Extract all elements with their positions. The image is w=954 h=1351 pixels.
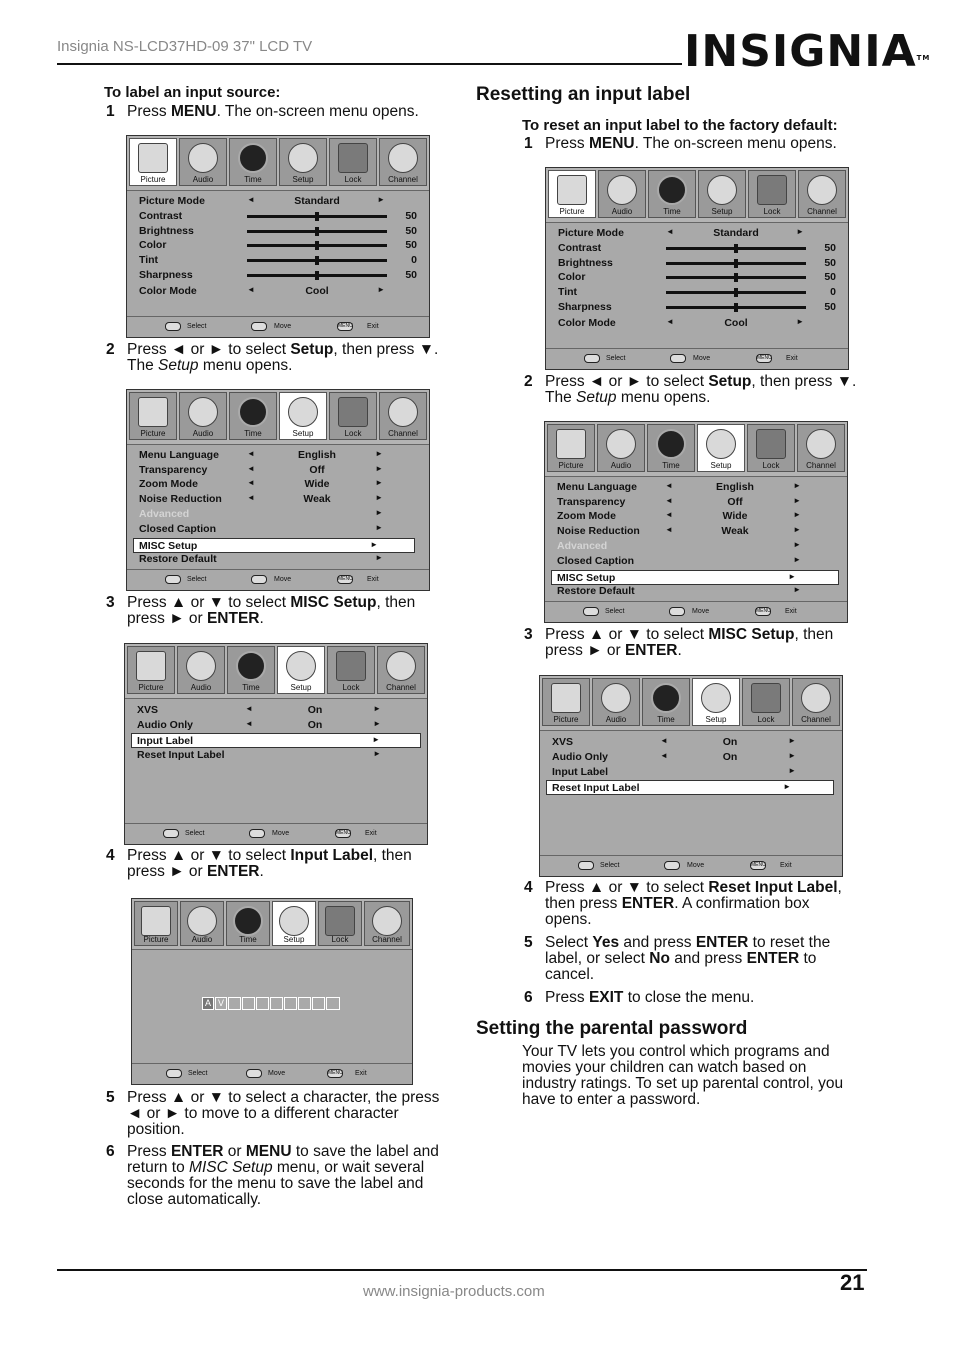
parental-paragraph: Your TV lets you control which programs and movies your children can watch based on industry ratings. To set up parental control, you have to enter a password. — [522, 1043, 844, 1108]
menu-screen-input-label — [131, 898, 413, 1085]
menu-screen-picture-right — [545, 167, 849, 370]
row-brightness[interactable]: Brightness 50 — [139, 225, 417, 237]
tab-audio[interactable]: Audio — [179, 138, 227, 186]
satellite-icon — [801, 683, 831, 713]
tab-channel[interactable]: Channel — [797, 424, 845, 472]
right-step-2: 2 Press ◄ or ► to select Setup, then press ▼. The Setup menu opens. — [524, 373, 857, 406]
right-step-4: 4 Press ▲ or ▼ to select Reset Input Label, then press ENTER. A confirmation box opens. — [524, 879, 842, 928]
row-input-label[interactable]: Input Label ► — [131, 733, 421, 748]
left-step-4: 4 Press ▲ or ▼ to select Input Label, then press ► or ENTER. — [106, 847, 412, 880]
label-char-box[interactable]: A — [202, 997, 214, 1010]
row-noise-reduction[interactable]: Noise Reduction ◄ Weak ► — [557, 525, 801, 537]
left-step-5: 5 Press ▲ or ▼ to select a character, the press ◄ or ► to move to a different character position. — [106, 1089, 440, 1138]
row-transparency[interactable]: Transparency ◄ Off ► — [139, 464, 383, 476]
right-subhead: To reset an input label to the factory default: — [522, 117, 838, 134]
tab-time[interactable]: Time — [642, 678, 690, 726]
menu-screen-misc-left — [124, 643, 428, 845]
tab-lock[interactable]: Lock — [329, 392, 377, 440]
tab-time[interactable]: Time — [227, 646, 275, 694]
row-closed-caption[interactable]: Closed Caption ► — [139, 523, 383, 535]
tab-lock[interactable]: Lock — [742, 678, 790, 726]
gear-icon — [279, 906, 309, 936]
left-step-3: 3 Press ▲ or ▼ to select MISC Setup, then press ► or ENTER. — [106, 594, 416, 627]
tab-channel[interactable]: Channel — [377, 646, 425, 694]
menu-screen-setup-left — [126, 389, 430, 591]
clock-icon — [656, 429, 686, 459]
tab-setup[interactable]: Setup — [697, 424, 745, 472]
headphones-icon — [188, 397, 218, 427]
tab-channel[interactable]: Channel — [379, 138, 427, 186]
camera-icon — [138, 397, 168, 427]
label-char-box[interactable] — [312, 997, 325, 1010]
satellite-icon — [388, 143, 418, 173]
menu-hint-bar: Select Move MENU Exit — [545, 601, 847, 622]
menu-tabs — [127, 136, 429, 191]
tab-setup[interactable]: Setup — [698, 170, 746, 218]
camera-icon — [141, 906, 171, 936]
label-char-box[interactable] — [228, 997, 241, 1010]
lock-icon — [338, 397, 368, 427]
clock-icon — [651, 683, 681, 713]
gear-icon — [288, 143, 318, 173]
menu-screen-misc-right — [539, 675, 843, 877]
satellite-icon — [807, 175, 837, 205]
tab-lock[interactable]: Lock — [327, 646, 375, 694]
row-contrast[interactable]: Contrast 50 — [139, 210, 417, 222]
clock-icon — [238, 143, 268, 173]
label-char-box[interactable] — [242, 997, 255, 1010]
row-xvs[interactable]: XVS ◄ On ► — [552, 736, 796, 748]
tab-audio[interactable]: Audio — [179, 392, 227, 440]
tab-channel[interactable]: Channel — [379, 392, 427, 440]
satellite-icon — [386, 651, 416, 681]
row-closed-caption[interactable]: Closed Caption ► — [557, 555, 801, 567]
row-tint[interactable]: Tint 0 — [139, 254, 417, 266]
gear-icon — [707, 175, 737, 205]
row-noise-reduction[interactable]: Noise Reduction ◄ Weak ► — [139, 493, 383, 505]
camera-icon — [138, 143, 168, 173]
label-char-box[interactable] — [284, 997, 297, 1010]
row-contrast[interactable]: Contrast 50 — [558, 242, 836, 254]
lock-icon — [336, 651, 366, 681]
menu-hint-bar: Select Move MENU Exit — [540, 855, 842, 876]
row-restore-default[interactable]: Restore Default ► — [557, 585, 801, 597]
tab-audio[interactable]: Audio — [180, 901, 224, 946]
tab-channel[interactable]: Channel — [364, 901, 410, 946]
tab-setup[interactable]: Setup — [272, 901, 316, 946]
header-title: Insignia NS-LCD37HD-09 37" LCD TV — [57, 38, 313, 55]
lock-icon — [338, 143, 368, 173]
headphones-icon — [186, 651, 216, 681]
menu-screen-picture-left — [126, 135, 430, 338]
tab-time[interactable]: Time — [647, 424, 695, 472]
satellite-icon — [806, 429, 836, 459]
tab-lock[interactable]: Lock — [329, 138, 377, 186]
tab-picture[interactable]: Picture — [542, 678, 590, 726]
menu-screen-setup-right — [544, 421, 848, 623]
tab-setup[interactable]: Setup — [279, 138, 327, 186]
tab-lock[interactable]: Lock — [318, 901, 362, 946]
headphones-icon — [606, 429, 636, 459]
row-zoom-mode[interactable]: Zoom Mode ◄ Wide ► — [557, 510, 801, 522]
menu-hint-bar: Select Move MENU Exit — [127, 316, 429, 337]
headphones-icon — [601, 683, 631, 713]
row-misc-setup[interactable]: MISC Setup ► — [551, 570, 839, 585]
row-picture-mode[interactable]: Picture Mode ◄ Standard ► — [558, 227, 804, 239]
header-rule — [57, 63, 682, 65]
menu-hint-bar: Select Move MENU Exit — [125, 823, 427, 844]
tab-time[interactable]: Time — [648, 170, 696, 218]
menu-hint-bar: Select Move MENU Exit — [132, 1063, 412, 1084]
lock-icon — [325, 906, 355, 936]
tab-picture[interactable]: Picture — [547, 424, 595, 472]
row-advanced: Advanced ► — [557, 540, 801, 552]
tab-picture[interactable]: Picture — [548, 170, 596, 218]
row-xvs[interactable]: XVS ◄ On ► — [137, 704, 381, 716]
left-step-6: 6 Press ENTER or MENU to save the label and return to MISC Setup menu, or wait several seconds for the menu to save the label and close automatically. — [106, 1143, 439, 1208]
camera-icon — [136, 651, 166, 681]
label-char-box[interactable]: V — [215, 997, 227, 1010]
lock-icon — [756, 429, 786, 459]
clock-icon — [657, 175, 687, 205]
left-step-2: 2 Press ◄ or ► to select Setup, then press ▼. The Setup menu opens. — [106, 341, 439, 374]
label-char-box[interactable] — [256, 997, 269, 1010]
tab-picture[interactable]: Picture — [129, 138, 177, 186]
row-menu-language[interactable]: Menu Language ◄ English ► — [557, 481, 801, 493]
row-advanced: Advanced ► — [139, 508, 383, 520]
row-color-mode[interactable]: Color Mode ◄ Cool ► — [139, 285, 385, 297]
row-sharpness[interactable]: Sharpness 50 — [139, 269, 417, 281]
row-audio-only[interactable]: Audio Only ◄ On ► — [552, 751, 796, 763]
heading-parental-password: Setting the parental password — [476, 1018, 748, 1039]
menu-hint-bar: Select Move MENU Exit — [127, 569, 429, 590]
gear-icon — [701, 683, 731, 713]
row-reset-input-label[interactable]: Reset Input Label ► — [546, 780, 834, 795]
tab-setup[interactable]: Setup — [279, 392, 327, 440]
headphones-icon — [188, 143, 218, 173]
tab-channel[interactable]: Channel — [798, 170, 846, 218]
right-step-3: 3 Press ▲ or ▼ to select MISC Setup, then press ► or ENTER. — [524, 626, 834, 659]
row-brightness[interactable]: Brightness 50 — [558, 257, 836, 269]
tab-picture[interactable]: Picture — [129, 392, 177, 440]
label-char-box[interactable] — [270, 997, 283, 1010]
tab-audio[interactable]: Audio — [177, 646, 225, 694]
row-picture-mode[interactable]: Picture Mode ◄ Standard ► — [139, 195, 385, 207]
page-number: 21 — [840, 1270, 865, 1295]
tab-setup[interactable]: Setup — [277, 646, 325, 694]
footer-url[interactable]: www.insignia-products.com — [363, 1283, 545, 1300]
row-color[interactable]: Color 50 — [139, 239, 417, 251]
left-subhead: To label an input source: — [104, 84, 281, 101]
footer-rule — [57, 1269, 867, 1271]
tab-audio[interactable]: Audio — [597, 424, 645, 472]
tab-time[interactable]: Time — [226, 901, 270, 946]
row-audio-only[interactable]: Audio Only ◄ On ► — [137, 719, 381, 731]
clock-icon — [236, 651, 266, 681]
row-color-mode[interactable]: Color Mode ◄ Cool ► — [558, 317, 804, 329]
menu-hint-bar: Select Move MENU Exit — [546, 348, 848, 369]
heading-resetting: Resetting an input label — [476, 84, 691, 105]
row-input-label[interactable]: Input Label ► — [552, 766, 796, 778]
satellite-icon — [388, 397, 418, 427]
tab-lock[interactable]: Lock — [748, 170, 796, 218]
tab-audio[interactable]: Audio — [598, 170, 646, 218]
camera-icon — [556, 429, 586, 459]
label-char-box[interactable] — [326, 997, 340, 1010]
row-color[interactable]: Color 50 — [558, 271, 836, 283]
tab-time[interactable]: Time — [229, 392, 277, 440]
camera-icon — [551, 683, 581, 713]
satellite-icon — [372, 906, 402, 936]
row-misc-setup[interactable]: MISC Setup ► — [133, 538, 415, 553]
tab-time[interactable]: Time — [229, 138, 277, 186]
label-char-box[interactable] — [298, 997, 311, 1010]
tab-picture[interactable]: Picture — [134, 901, 178, 946]
row-sharpness[interactable]: Sharpness 50 — [558, 301, 836, 313]
row-tint[interactable]: Tint 0 — [558, 286, 836, 298]
right-step-5: 5 Select Yes and press ENTER to reset the label, or select No and press ENTER to cancel. — [524, 934, 831, 983]
row-transparency[interactable]: Transparency ◄ Off ► — [557, 496, 801, 508]
gear-icon — [288, 397, 318, 427]
headphones-icon — [607, 175, 637, 205]
row-restore-default[interactable]: Restore Default ► — [139, 553, 383, 565]
lock-icon — [757, 175, 787, 205]
tab-setup[interactable]: Setup — [692, 678, 740, 726]
clock-icon — [233, 906, 263, 936]
row-menu-language[interactable]: Menu Language ◄ English ► — [139, 449, 383, 461]
insignia-logo: INSIGNIA™ — [684, 26, 931, 77]
headphones-icon — [187, 906, 217, 936]
gear-icon — [706, 429, 736, 459]
tab-audio[interactable]: Audio — [592, 678, 640, 726]
gear-icon — [286, 651, 316, 681]
left-step-1: 1 Press MENU. The on-screen menu opens. — [106, 103, 419, 120]
right-step-6: 6 Press EXIT to close the menu. — [524, 989, 755, 1006]
lock-icon — [751, 683, 781, 713]
camera-icon — [557, 175, 587, 205]
tab-lock[interactable]: Lock — [747, 424, 795, 472]
row-reset-input-label[interactable]: Reset Input Label ► — [137, 749, 381, 761]
clock-icon — [238, 397, 268, 427]
tab-channel[interactable]: Channel — [792, 678, 840, 726]
right-step-1: 1 Press MENU. The on-screen menu opens. — [524, 135, 837, 152]
tab-picture[interactable]: Picture — [127, 646, 175, 694]
row-zoom-mode[interactable]: Zoom Mode ◄ Wide ► — [139, 478, 383, 490]
